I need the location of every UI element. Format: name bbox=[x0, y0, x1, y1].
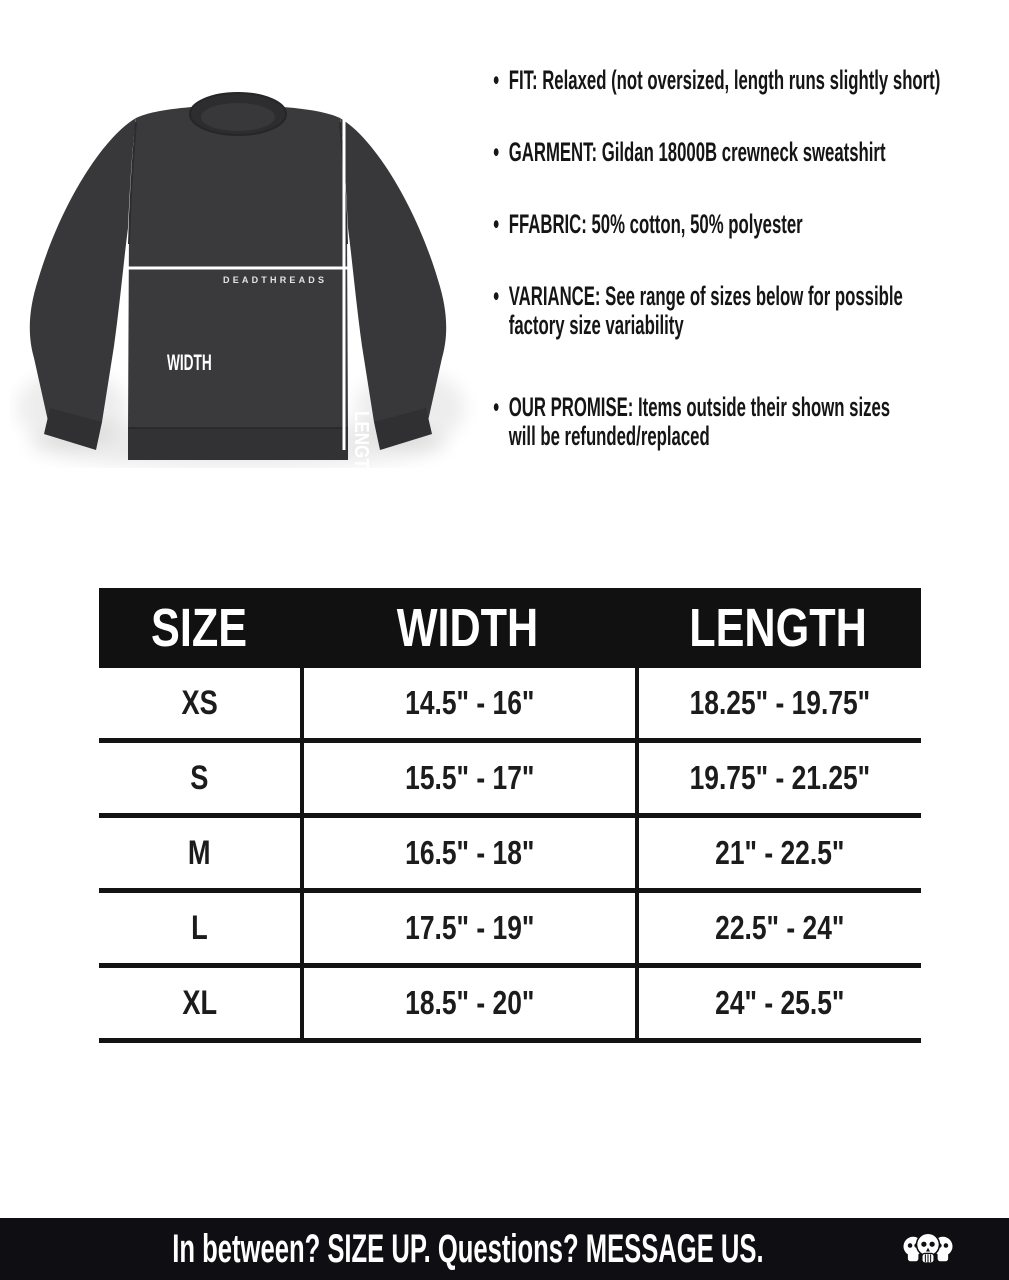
bullet-text: • VARIANCE: See range of sizes below for possible bbox=[508, 281, 903, 311]
bullet-text: • OUR PROMISE: Items outside their shown sizes bbox=[508, 392, 891, 422]
cell-length bbox=[635, 968, 921, 1038]
header-length bbox=[635, 588, 921, 668]
cell-length bbox=[635, 893, 921, 963]
width-value: 15.5" - 17" bbox=[404, 759, 535, 796]
length-value: 22.5" - 24" bbox=[715, 909, 845, 946]
table-row bbox=[99, 893, 921, 968]
header-width-label: WIDTH bbox=[396, 598, 539, 658]
table-row bbox=[99, 743, 921, 818]
bullet-text: • FFABRIC: 50% cotton, 50% polyester bbox=[508, 209, 803, 239]
three-skulls-icon bbox=[899, 1228, 957, 1270]
bullet-garment bbox=[492, 138, 1009, 167]
table-row bbox=[99, 818, 921, 893]
sweatshirt-illustration bbox=[10, 78, 480, 468]
size-value: L bbox=[191, 908, 208, 947]
header-size-label: SIZE bbox=[151, 598, 248, 658]
size-value: XS bbox=[181, 683, 218, 722]
bullet-text: will be refunded/replaced bbox=[508, 421, 710, 451]
length-value: 18.25" - 19.75" bbox=[689, 684, 871, 721]
size-value: XL bbox=[182, 983, 217, 1022]
size-table bbox=[99, 588, 921, 1043]
bullet-text: factory size variability bbox=[508, 310, 684, 340]
cell-size bbox=[99, 668, 300, 738]
length-value: 24" - 25.5" bbox=[715, 984, 845, 1021]
width-value: 17.5" - 19" bbox=[404, 909, 535, 946]
brand-print-text: DEADTHREADS bbox=[223, 275, 328, 285]
table-row bbox=[99, 968, 921, 1043]
bullet-promise bbox=[492, 393, 1009, 451]
cell-width bbox=[300, 968, 635, 1038]
header-length-label: LENGTH bbox=[689, 598, 867, 658]
size-table-header bbox=[99, 588, 921, 668]
bullet-fit bbox=[492, 66, 1009, 95]
footer-bar bbox=[0, 1218, 1009, 1280]
bullet-variance bbox=[492, 282, 1009, 340]
product-details-list bbox=[492, 66, 1009, 494]
cell-length bbox=[635, 818, 921, 888]
cell-width bbox=[300, 743, 635, 813]
bullet-text: • FIT: Relaxed (not oversized, length runs slightly short) bbox=[508, 65, 941, 95]
cell-size bbox=[99, 818, 300, 888]
cell-width bbox=[300, 668, 635, 738]
width-measure-label: WIDTH bbox=[167, 350, 212, 375]
header-width bbox=[300, 588, 635, 668]
cell-width bbox=[300, 893, 635, 963]
bullet-text: • GARMENT: Gildan 18000B crewneck sweatshirt bbox=[508, 137, 886, 167]
table-row bbox=[99, 668, 921, 743]
size-value: M bbox=[188, 833, 211, 872]
footer-message: In between? SIZE UP. Questions? MESSAGE US. bbox=[171, 1226, 764, 1271]
length-value: 19.75" - 21.25" bbox=[689, 759, 871, 796]
cell-length bbox=[635, 668, 921, 738]
bullet-fabric bbox=[492, 210, 1009, 239]
cell-length bbox=[635, 743, 921, 813]
size-value: S bbox=[190, 758, 209, 797]
cell-width bbox=[300, 818, 635, 888]
width-value: 16.5" - 18" bbox=[404, 834, 535, 871]
cell-size bbox=[99, 893, 300, 963]
garment-diagram bbox=[10, 78, 480, 481]
cell-size bbox=[99, 968, 300, 1038]
width-value: 14.5" - 16" bbox=[404, 684, 535, 721]
width-value: 18.5" - 20" bbox=[404, 984, 535, 1021]
length-measure-label: LENGTH bbox=[350, 411, 372, 481]
header-size bbox=[99, 588, 300, 668]
length-value: 21" - 22.5" bbox=[715, 834, 845, 871]
cell-size bbox=[99, 743, 300, 813]
